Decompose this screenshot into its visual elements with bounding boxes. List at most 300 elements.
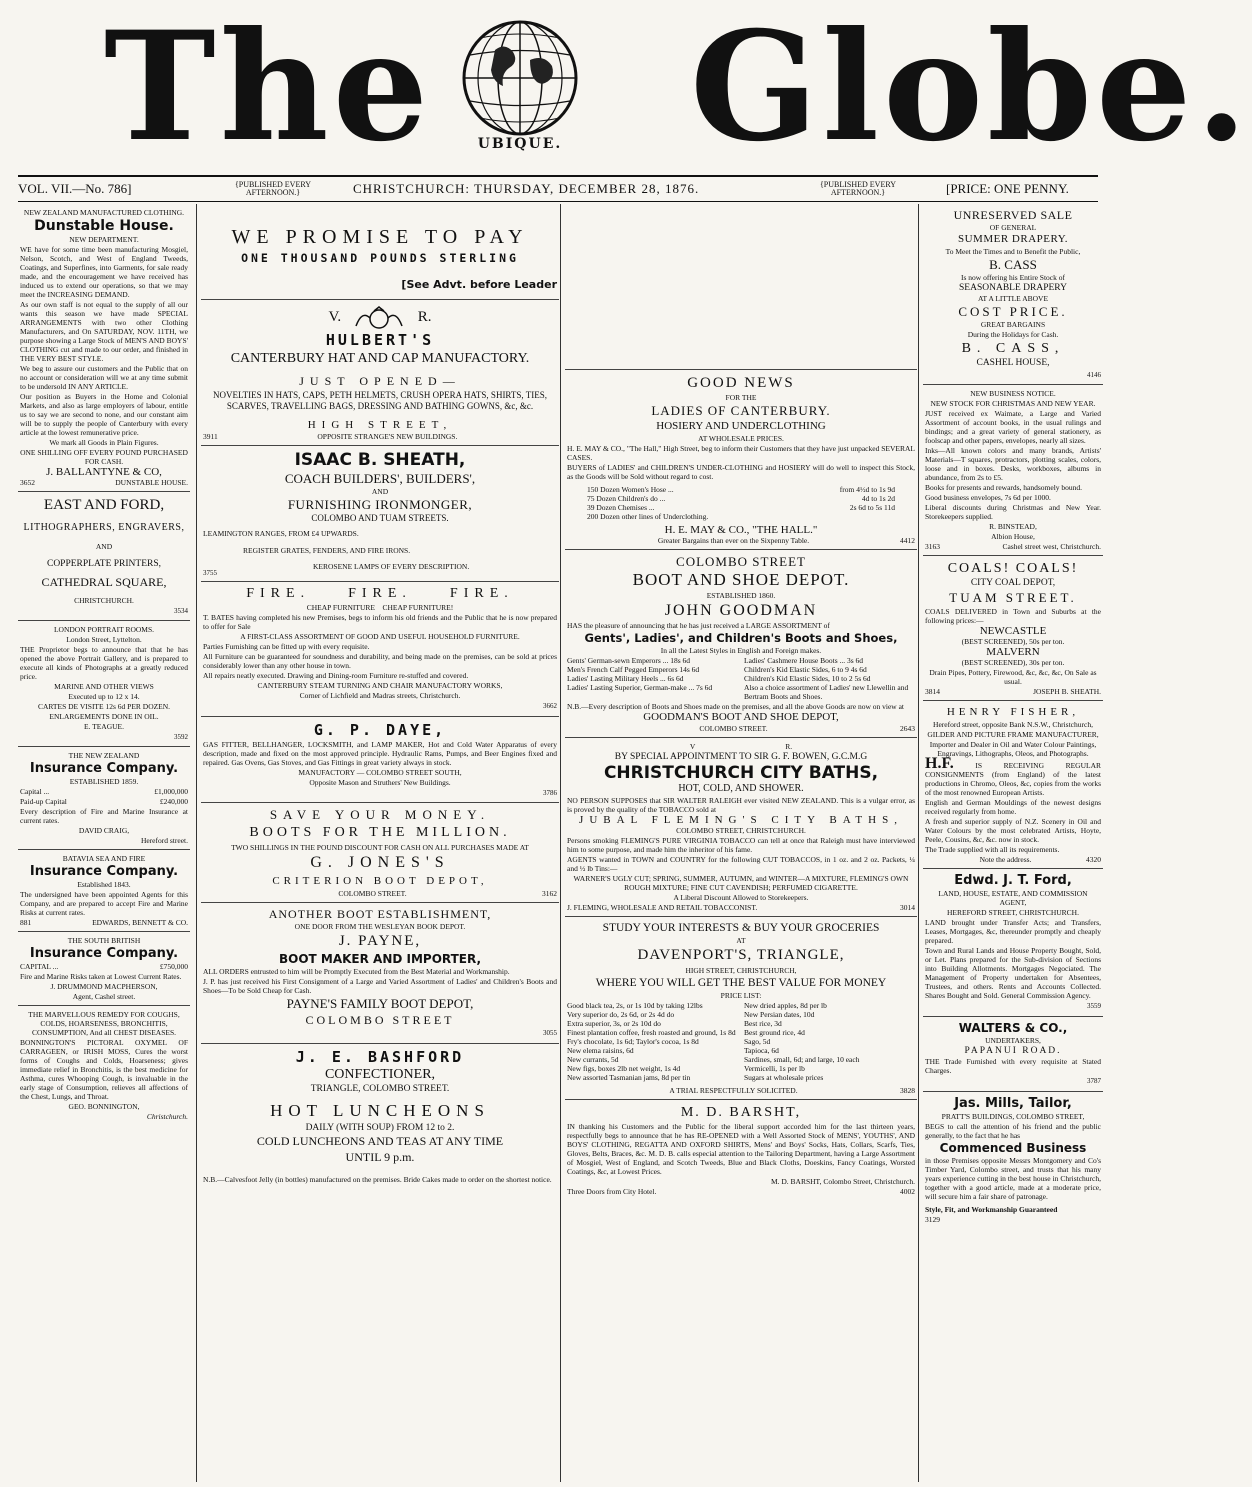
ad-body: HAS the pleasure of announcing that he has just received a LARGE ASSORTMENT of <box>567 621 830 631</box>
price-line: Ladies' Lasting Military Heels ... 6s 6d <box>567 674 684 684</box>
ad-agent: EDWARDS, BENNETT & CO. <box>92 918 188 928</box>
masthead-motto: UBIQUE. <box>477 136 563 152</box>
ad-number: 3014 <box>900 903 915 913</box>
vr-r: R. <box>785 741 793 751</box>
ad-number: 3662 <box>543 702 557 711</box>
promise-line-1: WE PROMISE TO PAY <box>231 226 529 248</box>
grocery-list <box>567 1001 915 1082</box>
grocery-line: Sardines, small, 6d; and large, 10 each <box>744 1055 860 1065</box>
ad-summer: SUMMER DRAPERY. <box>958 233 1068 245</box>
ad-where: WHERE YOU WILL GET THE BEST VALUE FOR MONEY <box>595 977 887 990</box>
price-row <box>587 512 895 521</box>
ad-body: English and German Mouldings of the newest designs received regularly from home. <box>925 798 1101 817</box>
ad-ladies: LADIES OF CANTERBURY. <box>651 403 831 418</box>
price-line: Ladies' Lasting Superior, German-make ... 7s 6d <box>567 683 713 693</box>
ad-discount: ONE SHILLING OFF EVERY POUND PURCHASED FOR CASH. <box>20 448 188 466</box>
volume-number: VOL. VII.—No. 786] <box>18 181 132 196</box>
ad-street: TUAM STREET. <box>949 589 1077 605</box>
ad-body: BONNINGTON'S PICTORAL OXYMEL OF CARRAGEEN, or IRISH MOSS, Cures the worst forms of Coughs and Colds, Hoarseness; gives immediate relief in Bronchitis, is the best medicine for Asthma, cures Whooping Cough, is invaluable in the early stage of Consumption, relieves all affections of the Chest, Lungs, and Throat. <box>20 1038 188 1102</box>
ad-daye <box>201 717 559 803</box>
ad-body: All Furniture can be guaranteed for soundness and durability, and being made on the premises, can be sold at prices considerably lower than any other house in town. <box>203 652 557 671</box>
price-line: Gents' German-sewn Emperors ... 18s 6d <box>567 656 690 666</box>
ad-signer: H. E. MAY & CO., "THE HALL." <box>664 524 818 536</box>
ad-walters-undertakers <box>923 1017 1103 1092</box>
ad-body: The Trade supplied with all its requirements. <box>925 845 1060 855</box>
price-line: Children's Kid Elastic Sides, 6 to 9 4s 6d <box>744 665 867 675</box>
ad-kicker: NEW ZEALAND MANUFACTURED CLOTHING. <box>23 208 185 217</box>
grocery-line: Sago, 5d <box>744 1037 771 1047</box>
ad-number: 881 <box>20 918 32 928</box>
ad-house: CASHEL HOUSE, <box>976 358 1050 369</box>
ad-trade: LITHOGRAPHERS, ENGRAVERS, <box>23 522 185 534</box>
ad-body: LAND brought under Transfer Acts; and Transfers, Leases, Mortgages, &c, thereunder promptly and cheaply prepared. <box>925 918 1101 946</box>
ad-until: UNTIL 9 p.m. <box>345 1150 415 1165</box>
ad-body: IS RECEIVING REGULAR CONSIGNMENTS (from England) of the latest productions in Chromo, Oleos, &c, copies from the works of the most renowned European Artists. <box>925 761 1102 798</box>
ad-number: 3911 <box>203 431 218 441</box>
grocery-list-right <box>744 1001 915 1082</box>
capital-label: CAPITAL ... <box>20 962 59 972</box>
price-line: Ladies' Cashmere House Boots ... 3s 6d <box>744 656 864 666</box>
ad-body: Town and Rural Lands and House Property Bought, Sold, or Let. Plans prepared for the Sub-division of Sections into Building Allotments. Mortgages Negociated. The Management of Property undertaken for Absentees, Trustees, and others. Rents and Accounts Collected. Shares Bought and Sold. General Commission Agency. <box>925 946 1101 1001</box>
ad-trade: GILDER AND PICTURE FRAME MANUFACTURER, <box>927 730 1099 740</box>
ad-address: London Street, Lyttelton. <box>66 635 142 645</box>
ad-trial: A TRIAL RESPECTFULLY SOLICITED. <box>669 1086 798 1096</box>
ad-name: HULBERT'S <box>325 331 435 350</box>
ad-est: ESTABLISHED 1860. <box>706 591 776 601</box>
price-line: Children's Kid Elastic Sides, 10 to 2 5s 6d <box>744 674 871 684</box>
ad-discount: A Liberal Discount Allowed to Storekeepers. <box>673 893 809 903</box>
vr-v: V <box>689 741 696 751</box>
price-row <box>587 494 895 503</box>
coal-type: MALVERN <box>986 646 1040 659</box>
hf-initials: H.F. <box>925 755 954 773</box>
ad-london-portrait-rooms <box>18 621 190 747</box>
ad-signer: JOSEPH B. SHEATH. <box>1033 687 1101 697</box>
ad-sub: ONE DOOR FROM THE WESLEYAN BOOK DEPOT. <box>294 922 466 932</box>
ad-body: Liberal discounts during Christmas and New Year. Storekeepers supplied. <box>925 503 1101 522</box>
capital-label: Capital ... <box>20 787 50 797</box>
ad-body: NO PERSON SUPPOSES that SIR WALTER RALEIGH ever visited NEW ZEALAND. This is a vulgar error, as is proved by the quality of the TOBACCO sold at <box>567 795 915 814</box>
ad-house: Albion House, <box>991 532 1035 542</box>
capital-value: £750,000 <box>159 962 188 972</box>
ad-body: As our own staff is not equal to the supply of all our wants this season we have made SPECIAL ARRANGEMENTS with two other Clothing Manufacturers, and On SATURDAY, NOV. 11TH, we purpose showing a Large Stock of MEN'S AND BOYS' CLOTHING cut and made to our order, and finished in THE VERY BEST STYLE. <box>20 300 188 363</box>
ad-signer: M. D. BARSHT, Colombo Street, Christchurch. <box>770 1177 915 1187</box>
ad-and: AND <box>371 486 389 496</box>
ad-agent: DAVID CRAIG, <box>78 826 130 836</box>
ad-agent: J. DRUMMOND MACPHERSON, <box>50 982 158 992</box>
ad-name: EAST AND FORD, <box>43 497 165 514</box>
grocery-line: Best rice, 3d <box>744 1019 782 1029</box>
ad-brands: WARNER'S UGLY CUT; SPRING, SUMMER, AUTUMN, and WINTER—A MIXTURE, FLEMING'S OWN ROUGH MIXTURE; FINE CUT CAVENDISH; PERFUMED CIGARETTE. <box>573 874 909 893</box>
ad-list: NOVELTIES IN HATS, CAPS, PETH HELMETS, CRUSH OPERA HATS, SHIRTS, TIES, SCARVES, TRAVELLING BAGS, DRESSING AND BATHING GOWNS, &c, &c. <box>212 390 547 412</box>
price-row <box>587 503 895 512</box>
price-item: 39 Dozen Chemises ... <box>587 503 655 512</box>
ad-name: Insurance Company. <box>29 761 179 777</box>
ad-depot: CITY COAL DEPOT, <box>970 578 1056 589</box>
ad-body: J. P. has just received his First Consignment of a Large and Varied Assortment of Ladies' and Children's Boots and Shoes—To be Sold Cheap for Cash. <box>203 977 557 996</box>
ad-number: 3755 <box>203 569 217 578</box>
coal-type: NEWCASTLE <box>979 624 1047 637</box>
ad-streets: COLOMBO AND TUAM STREETS. <box>311 512 449 523</box>
ad-number: 3129 <box>925 1214 940 1224</box>
ad-address: CATHEDRAL SQUARE, <box>41 575 167 590</box>
ad-number: 2643 <box>899 723 915 733</box>
ad-meet: To Meet the Times and to Benefit the Public, <box>945 247 1081 256</box>
ad-head: BOOTS FOR THE MILLION. <box>249 825 511 841</box>
ad-ford-land-agent <box>923 869 1103 1016</box>
ad-opposite: Opposite Mason and Struthers' New Buildings. <box>309 777 451 787</box>
ad-name: G. P. DAYE, <box>313 720 447 739</box>
ad-house: DUNSTABLE HOUSE. <box>115 478 188 488</box>
ad-address: PRATT'S BUILDINGS, COLOMBO STREET, <box>941 1111 1085 1121</box>
ad-doors: Three Doors from City Hotel. <box>567 1187 657 1197</box>
ad-assort: A FIRST-CLASS ASSORTMENT OF GOOD AND USEFUL HOUSEHOLD FURNITURE. <box>240 632 520 642</box>
ad-price-list: PRICE LIST: <box>720 991 762 1001</box>
ad-line: LEAMINGTON RANGES, FROM £4 UPWARDS. <box>203 529 359 539</box>
grocery-line: Very superior do, 2s 6d, or 2s 4d do <box>567 1010 675 1020</box>
ad-body: Books for presents and rewards, handsomely bound. <box>925 483 1083 493</box>
ad-body: All repairs neatly executed. Drawing and Dining-room Furniture re-stuffed and covered. <box>203 671 469 681</box>
grocery-line: New currants, 5d <box>567 1055 619 1065</box>
ad-city: CHRISTCHURCH. <box>74 595 134 605</box>
ad-body: Our position as Buyers in the Home and Colonial Markets, and also as large employers of labour, entitle us to say we are second to none, and our constant aim will be to supply the people of Canterbury with every article at the lowest remunerative price. <box>20 392 188 437</box>
ad-dept: NEW DEPARTMENT. <box>69 235 139 244</box>
ad-address: PAPANUI ROAD. <box>964 1045 1062 1056</box>
ad-holidays: During the Holidays for Cash. <box>967 330 1059 340</box>
ad-number: 3652 <box>20 478 35 488</box>
ad-works: CANTERBURY STEAM TURNING AND CHAIR MANUFACTORY WORKS, <box>257 681 503 691</box>
ad-commenced: Commenced Business <box>939 1140 1087 1155</box>
ad-bashford <box>201 1044 559 1189</box>
ad-body: Importer and Dealer in Oil and Water Colour Paintings, Engravings, Lithographs, Oleos, and Photographs. <box>929 740 1097 759</box>
ad-name: ISAAC B. SHEATH, <box>294 449 466 470</box>
ad-trade: CONFECTIONER, <box>324 1066 436 1082</box>
ad-body: Good business envelopes, 7s 6d per 1000. <box>925 493 1051 503</box>
ad-number: 4412 <box>899 536 915 546</box>
price-list-left <box>567 656 738 701</box>
price-line: Also a choice assortment of Ladies' new Llewellin and Bertram Boots and Shoes. <box>744 683 909 702</box>
price-value: 4d to 1s 2d <box>861 494 895 503</box>
grocery-line: Good black tea, 2s, or 1s 10d by taking 12lbs <box>567 1001 703 1011</box>
ad-body: T. BATES having completed his new Premises, begs to inform his old friends and the Public that he is now prepared to offer for Sale <box>203 613 557 632</box>
ad-sub: CHEAP FURNITURE CHEAP FURNITURE! <box>306 603 454 613</box>
ad-body: COALS DELIVERED in Town and Suburbs at the following prices:— <box>925 606 1101 625</box>
grocery-line: New Persian dates, 10d <box>744 1010 815 1020</box>
ad-east-and-ford <box>18 492 190 621</box>
ad-street: COLOMBO STREET <box>305 1013 455 1028</box>
ad-cost: COST PRICE. <box>958 304 1068 320</box>
ad-trade: COPPERPLATE PRINTERS, <box>46 558 162 569</box>
ad-head: NEW BUSINESS NOTICE. <box>970 389 1056 399</box>
price-line: Men's French Calf Pegged Emperors 14s 6d <box>567 665 700 675</box>
price-item: 150 Dozen Women's Hose ... <box>587 485 674 494</box>
ad-body: A fresh and superior supply of N.Z. Scenery in Oil and Water Colours by the most celebrated Artists, Hoyte, Peele, Cousins, &c, &c. now in stock. <box>925 817 1101 845</box>
ad-nb: N.B.—Calvesfoot Jelly (in bottles) manufactured on the premises. Bride Cakes made to order on the shortest notice. <box>203 1175 552 1185</box>
price-list <box>567 656 915 701</box>
ad-kicker: LONDON PORTRAIT ROOMS. <box>53 625 155 635</box>
ad-goodman-boots <box>565 550 917 737</box>
ad-dunstable-house <box>18 204 190 492</box>
ad-number: 3828 <box>900 1086 915 1096</box>
grocery-line: Fry's chocolate, 1s 6d; Taylor's cocoa, 1s 8d <box>567 1037 699 1047</box>
price: [PRICE: ONE PENNY. <box>946 181 1069 196</box>
price-list-right <box>744 656 915 701</box>
price-item: 200 Dozen other lines of Underclothing. <box>587 512 709 521</box>
ad-name: JOHN GOODMAN <box>664 602 818 620</box>
ad-head: ANOTHER BOOT ESTABLISHMENT, <box>268 907 492 922</box>
ad-trade: CANTERBURY HAT AND CAP MANUFACTORY. <box>230 351 530 367</box>
promise-line-2: ONE THOUSAND POUNDS STERLING <box>241 251 519 265</box>
ad-cartes: CARTES DE VISITE 12s 6d PER DOZEN. <box>37 702 171 712</box>
ad-depot: CRITERION BOOT DEPOT, <box>272 875 488 888</box>
ad-line: Gents', Ladies', and Children's Boots and Shoes, <box>584 631 898 646</box>
published-note-left: {PUBLISHED EVERY AFTERNOON.} <box>234 180 312 197</box>
price-value: 2s 6d to 5s 11d <box>849 503 895 512</box>
ad-number: 3162 <box>541 889 557 899</box>
ad-body: Inks—All known colors and many brands, Artists' Materials—T squares, protractors, plotting scales, colors, loose and in boxes. Desks, workboxes, albums in abundance, from 2s to £5. <box>925 446 1101 483</box>
ad-henry-fisher <box>923 701 1103 869</box>
ad-kicker: THE SOUTH BRITISH <box>67 936 141 946</box>
masthead-title-right: Globe. <box>690 0 1252 175</box>
ad-body: in those Premises opposite Messrs Montgomery and Co's Timber Yard, Colombo street, and trusts that his many years experience cutting in the best house in Christchurch, together with a good article, made at a moderate price, will secure him a fair share of patronage. <box>925 1155 1101 1201</box>
ad-kicker: THE NEW ZEALAND <box>68 751 140 761</box>
ad-number: 3592 <box>174 733 188 742</box>
ad-misc: Drain Pipes, Pottery, Firewood, &c, &c, &c, On Sale as usual. <box>929 668 1097 687</box>
ad-head: COLOMBO STREET <box>676 554 806 570</box>
ad-appointment: BY SPECIAL APPOINTMENT TO SIR G. F. BOWEN, G.C.M.G <box>614 751 868 762</box>
coal-price: (BEST SCREENED), 30s per ton. <box>961 658 1065 668</box>
ad-est: Established 1843. <box>77 880 131 890</box>
grocery-line: New assorted Tasmanian jams, 8d per tin <box>567 1073 691 1083</box>
ad-new-zealand-insurance <box>18 747 190 850</box>
ad-name: J. PAYNE, <box>338 933 422 950</box>
ad-name: G. JONES'S <box>310 854 450 872</box>
column-4 <box>918 204 1103 1482</box>
masthead-title-left: The <box>104 0 433 175</box>
ad-agents: AGENTS wanted in TOWN and COUNTRY for the following CUT TOBACCOS, in 1 oz. and 2 oz. Packets, ¼ and ½ lb Tins:— <box>567 855 915 874</box>
ad-trade: BOOT MAKER AND IMPORTER, <box>278 952 482 967</box>
ad-offer: Is now offering his Entire Stock of <box>960 273 1065 282</box>
masthead <box>0 0 1252 175</box>
ad-signer: J. BALLANTYNE & CO, <box>46 466 162 478</box>
ad-address: Hereford street, opposite Bank N.S.W., Christchurch, <box>933 720 1093 730</box>
ad-depot: PAYNE'S FAMILY BOOT DEPOT, <box>286 996 474 1012</box>
ad-head: UNRESERVED SALE <box>953 208 1073 222</box>
ad-name: J. E. BASHFORD <box>295 1047 465 1066</box>
grocery-line: Vermicelli, 1s per lb <box>744 1064 805 1074</box>
ad-line: KEROSENE LAMPS OF EVERY DESCRIPTION. <box>313 562 470 572</box>
ad-and: AND <box>95 541 113 551</box>
ad-may-good-news <box>565 370 917 550</box>
grocery-line: New dried apples, 8d per lb <box>744 1001 827 1011</box>
ad-number: 3814 <box>925 687 940 697</box>
price-value: from 4½d to 1s 9d <box>839 485 895 494</box>
ad-address: HIGH STREET, CHRISTCHURCH, <box>685 966 797 976</box>
ad-number: 3055 <box>543 1029 557 1038</box>
grocery-line: Finest plantation coffee, fresh roasted and ground, 1s 8d <box>567 1028 736 1038</box>
ad-address: Hereford street. <box>140 836 188 846</box>
ad-name: CHRISTCHURCH CITY BATHS, <box>603 763 879 784</box>
ad-name: Insurance Company. <box>29 864 179 880</box>
ad-opened: JUST OPENED— <box>299 374 461 389</box>
ad-style: Style, Fit, and Workmanship Guaranteed <box>925 1204 1058 1214</box>
paid-value: £240,000 <box>159 797 188 807</box>
ad-est: ESTABLISHED 1859. <box>69 777 139 787</box>
dateline <box>18 175 1098 202</box>
ad-at: AT <box>736 936 746 946</box>
ad-street: HIGH STREET, <box>307 419 453 432</box>
ad-body: JUST received ex Waimate, a Large and Varied Assortment of account books, in the usual rulings and bindings; and a great variety of general stationery, as foolscap and other papers, envelopes, nearly all sizes. <box>925 409 1101 446</box>
ad-number: 3163 <box>925 542 940 552</box>
ad-head: STUDY YOUR INTERESTS & BUY YOUR GROCERIES <box>602 922 880 935</box>
capital-value: £1,000,000 <box>154 787 188 797</box>
ad-signer: GEO. BONNINGTON, <box>68 1102 140 1112</box>
ad-body: We beg to assure our customers and the Public that on no account or consideration will we at any time submit to be undersold IN ANY ARTICLE. <box>20 364 188 391</box>
price-item: 75 Dozen Children's do ... <box>587 494 666 503</box>
ad-body: H. E. MAY & CO., "The Hall," High Street, beg to inform their Customers that they have just unpacked SEVERAL CASES. <box>567 444 915 462</box>
ad-city-coal-depot <box>923 556 1103 701</box>
royal-crest-icon <box>352 306 406 330</box>
ad-south-british-insurance <box>18 932 190 1006</box>
ad-hot: HOT LUNCHEONS <box>270 1101 490 1121</box>
ad-note: Greater Bargains than ever on the Sixpenny Table. <box>657 536 810 546</box>
ad-number: 3786 <box>543 788 557 797</box>
ad-isaac-sheath <box>201 446 559 583</box>
paid-label: Paid-up Capital <box>20 797 67 807</box>
grocery-list-left <box>567 1001 738 1082</box>
ad-number: 4002 <box>900 1187 915 1197</box>
grocery-line: Tapioca, 6d <box>744 1046 779 1056</box>
ad-head: SAVE YOUR MONEY. <box>269 807 491 823</box>
ad-trade: UNDERTAKERS, <box>985 1035 1041 1045</box>
ad-corner: Corner of Lichfield and Madras streets, Christchurch. <box>299 691 461 701</box>
ad-enlarge: ENLARGEMENTS DONE IN OIL. <box>49 712 159 722</box>
ad-depot: GOODMAN'S BOOT AND SHOE DEPOT, <box>643 711 839 724</box>
ad-seasonable: SEASONABLE DRAPERY <box>959 283 1067 293</box>
ad-head: FIRE. FIRE. FIRE. <box>246 586 514 602</box>
ad-name: M. D. BARSHT, <box>680 1105 802 1121</box>
ad-address: HEREFORD STREET, CHRISTCHURCH. <box>947 908 1079 918</box>
ad-sub: HOT, COLD, AND SHOWER. <box>678 783 804 795</box>
ad-nb: N.B.—Every description of Boots and Shoes made on the premises, and all the above Goods are now on view at <box>567 702 905 712</box>
place-date: CHRISTCHURCH: THURSDAY, DECEMBER 28, 1876. <box>353 181 700 196</box>
ad-address: TRIANGLE, COLOMBO STREET. <box>310 1083 450 1094</box>
ad-sub: NEW STOCK FOR CHRISTMAS AND NEW YEAR. <box>930 399 1096 409</box>
ad-body: ALL ORDERS entrusted to him will be Promptly Executed from the Best Material and Workmanship. <box>203 967 510 977</box>
ad-body: BEGS to call the attention of his friend and the public generally, to the fact that he has <box>925 1121 1101 1140</box>
ad-signer: B. CASS, <box>961 341 1065 357</box>
ad-address: MANUFACTORY — COLOMBO STREET SOUTH, <box>298 767 462 777</box>
ad-line: REGISTER GRATES, FENDERS, AND FIRE IRONS. <box>243 545 411 555</box>
grocery-line: New figs, boxes 2lb net weight, 1s 4d <box>567 1064 681 1074</box>
ad-note: Note the address. <box>979 855 1032 865</box>
ad-note: We mark all Goods in Plain Figures. <box>49 438 159 447</box>
ad-cass-drapery <box>923 204 1103 385</box>
ad-body: TWO SHILLINGS IN THE POUND DISCOUNT FOR CASH ON ALL PURCHASES MADE AT <box>231 843 529 853</box>
column-1 <box>18 204 190 1482</box>
ad-body: IN thanking his Customers and the Public for the liberal support accorded him for the last thirteen years, respectfully begs to announce that he has RE-OPENED with a Well Assorted Stock of MENS', YOUTHS', AND BOYS' CLOTHING, REGATTA AND OXFORD SHIRTS, Mens' and Boys' Socks, Hats, Collars, Scarfs, Ties, Gloves, Belts, Braces, &c. M. D. B. calls especial attention to the Tailoring Department, having a Large Assortment of Mosgiel, West of England, and Scotch Tweeds, Blue and Black Cloths, Doeskins, Fancy Coatings, Worsted Coatings, &c, at Lowest Prices. <box>567 1122 915 1177</box>
ad-trade: LAND, HOUSE, ESTATE, AND COMMISSION AGENT, <box>938 889 1088 908</box>
ad-address: Cashel street west, Christchurch. <box>1002 542 1101 552</box>
ad-jas-mills-tailor <box>923 1092 1103 1228</box>
ad-great: GREAT BARGAINS <box>980 320 1046 330</box>
ad-number: 4146 <box>1087 370 1101 379</box>
ad-street: COLOMBO STREET. <box>338 889 407 899</box>
ad-for: FOR THE <box>725 393 757 402</box>
ad-payne-boots <box>201 903 559 1043</box>
ad-body: Persons smoking FLEMING'S PURE VIRGINIA TOBACCO can tell at once that Raleigh must have interviewed him to some purpose, and made him the inheritor of his fame. <box>567 836 915 855</box>
ad-styles: In all the Latest Styles in English and Foreign makes. <box>660 646 822 656</box>
ad-name: Insurance Company. <box>29 946 179 962</box>
column-2 <box>196 204 559 1482</box>
ad-head: COALS! COALS! <box>947 561 1079 577</box>
ad-bates-furniture <box>201 582 559 716</box>
ad-jones-boots <box>201 803 559 903</box>
ad-hulberts <box>201 300 559 445</box>
ad-body: WE have for some time been manufacturing Mosgiel, Nelson, Scotch, and West of England Tweeds, Coatings, and Superfines, into Garments, for sale ready made, and the encouragement we have received has induced us to extend our operations, so that we may meet the INCREASING DEMAND. <box>20 245 188 299</box>
ad-number: 4320 <box>1085 855 1101 865</box>
ad-body: BUYERS of LADIES' and CHILDREN'S UNDER-CLOTHING and HOSIERY will do well to inspect this Stock, as the Goods will be Sold without regard to cost. <box>567 463 915 481</box>
ad-views: Executed up to 12 x 14. <box>68 692 140 702</box>
ad-daily: DAILY (WITH SOUP) FROM 12 to 2. <box>305 1123 455 1134</box>
promise-note: [See Advt. before Leader <box>401 278 557 291</box>
ad-body: Every description of Fire and Marine Insurance at current rates. <box>20 807 188 826</box>
ad-name: Dunstable House. <box>34 218 174 234</box>
ad-number: 3534 <box>174 606 188 615</box>
ad-views: MARINE AND OTHER VIEWS <box>54 682 154 692</box>
coal-price: (BEST SCREENED), 50s per ton. <box>961 637 1065 647</box>
ad-of: OF GENERAL <box>989 223 1037 232</box>
price-row <box>587 485 895 494</box>
ad-opposite: OPPOSITE STRANGE'S NEW BUILDINGS. <box>317 431 458 441</box>
ad-address: Agent, Cashel street. <box>72 992 136 1002</box>
ad-number: 3559 <box>1087 1002 1101 1011</box>
grocery-line: Sugars at wholesale prices <box>744 1073 824 1083</box>
ad-street: COLOMBO STREET. <box>699 723 768 733</box>
ad-promise-to-pay <box>201 204 559 300</box>
grocery-line: Extra superior, 3s, or 2s 10d do <box>567 1019 661 1029</box>
ad-signer: E. TEAGUE. <box>83 722 125 732</box>
ad-body: The undersigned have been appointed Agents for this Company, and are prepared to accept Fire and Marine Risks at current rates. <box>20 890 188 918</box>
ad-name: HENRY FISHER, <box>946 706 1080 719</box>
ad-hosiery: HOSIERY AND UNDERCLOTHING <box>656 420 826 432</box>
ad-trade: COACH BUILDERS', BUILDERS', <box>284 470 476 486</box>
ad-bonnington-oxymel <box>18 1006 190 1125</box>
ad-wholesale: AT WHOLESALE PRICES. <box>698 434 784 443</box>
ad-address: COLOMBO STREET, CHRISTCHURCH. <box>676 826 806 836</box>
ad-name: WALTERS & CO., <box>958 1020 1068 1035</box>
ad-head: BOOT AND SHOE DEPOT. <box>632 570 850 590</box>
published-note-right: {PUBLISHED EVERY AFTERNOON.} <box>819 180 897 197</box>
blank-space <box>565 204 917 370</box>
ad-head: GOOD NEWS <box>687 375 795 391</box>
ad-signer: J. FLEMING, WHOLESALE AND RETAIL TOBACCONIST. <box>567 903 758 913</box>
ad-jubal: JUBAL FLEMING'S CITY BATHS, <box>579 813 903 826</box>
ad-cold: COLD LUNCHEONS AND TEAS AT ANY TIME <box>256 1134 504 1149</box>
vr-v: V. <box>328 309 342 326</box>
price-table <box>587 485 895 521</box>
ad-name: Edwd. J. T. Ford, <box>954 873 1072 889</box>
ad-signer: R. BINSTEAD, <box>989 522 1037 532</box>
ad-batavia-insurance <box>18 850 190 932</box>
ad-city: Christchurch. <box>146 1112 188 1122</box>
ad-city-baths <box>565 738 917 917</box>
ad-trade: FURNISHING IRONMONGER, <box>287 496 473 512</box>
vr-r: R. <box>417 309 432 326</box>
ad-little: AT A LITTLE ABOVE <box>977 294 1049 304</box>
ad-body: Fire and Marine Risks taken at Lowest Current Rates. <box>20 972 182 982</box>
grocery-line: Best ground rice, 4d <box>744 1028 805 1038</box>
